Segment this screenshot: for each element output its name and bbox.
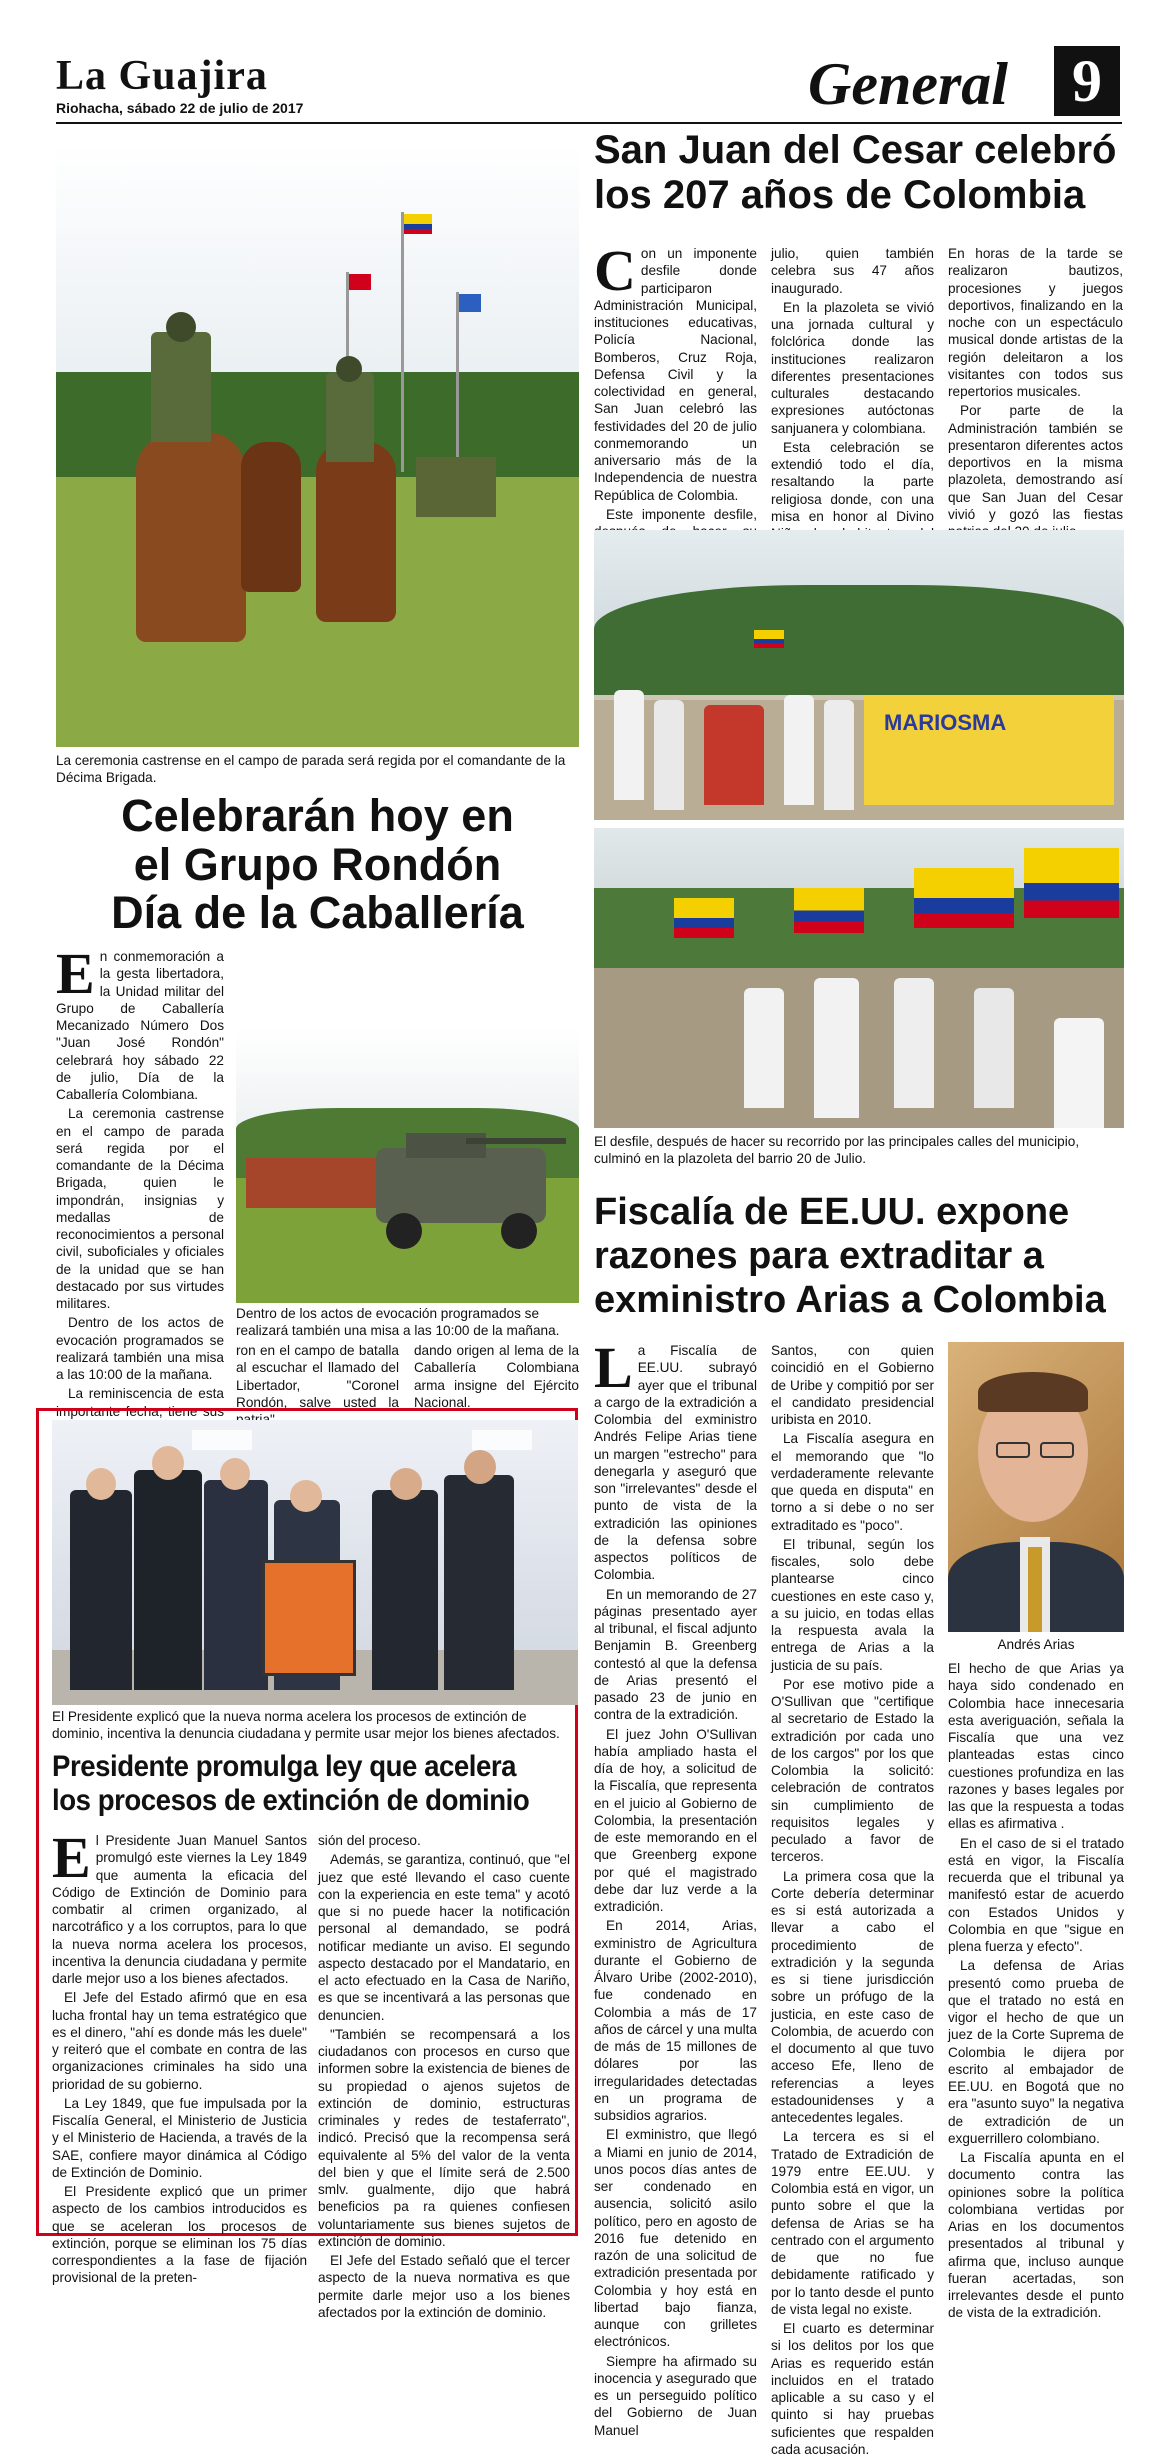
caballeria-paragraph: ron en el campo de batalla al escuchar el llamado del Libertador, "Coronel Rondón, salve usted la <box>236 1343 399 1410</box>
caballeria-dropcap: E <box>56 941 95 1006</box>
header-rule <box>56 122 1122 124</box>
andres-arias-portrait <box>948 1342 1124 1632</box>
caballeria-paragraph: La ceremonia castrense en el campo de parada será regida por el comandante de la Décima Brigada, quien le impondrán, insignias y medallas de reconocimientos a personal civil, suboficiales y oficiales de la unidad que se han destacado por sus virtudes militares. <box>56 1106 224 1311</box>
issue-date: Riohacha, sábado 22 de julio de 2017 <box>56 100 304 116</box>
extincion-headline-line-1: Presidente promulga ley que acelera <box>52 1750 517 1783</box>
extincion-paragraph: "También se recompensará a los ciudadanos con procesos en curso que informen sobre la existencia de bienes de su propiedad o ajenos sujetos de extinción de dominio, estructuras criminales y redes de testaferrato", indicó. Precisó que la recompensa será equivalente al 5% del valor de la venta del bien y que el límite será de 2.500 smlv. gualmente, dijo que habrá beneficios pa ra quienes confiesen voluntariamente sus bienes sujetos de extinción de dominio. <box>318 2026 570 2249</box>
extincion-paragraph: La Ley 1849, que fue impulsada por la Fiscalía General, el Ministerio de Justicia y el Ministerio de Hacienda, a través de la SAE, confiere mayor dinámica al Código de Extinción de Dominio. <box>52 2095 307 2180</box>
caballeria-paragraph: Dentro de los actos de evocación programados se realizará también una misa a las 10:00 de la mañana. <box>56 1315 224 1382</box>
arias-headline-line-1: Fiscalía de EE.UU. expone <box>594 1191 1070 1233</box>
president-photo-caption: El Presidente explicó que la nueva norma acelera los procesos de extinción de dominio, incentiva la denuncia ciudadana y permite usar mejor los bienes afectados. <box>52 1709 560 1742</box>
arias-paragraph: El hecho de que Arias ya haya sido condenado en Colombia hace innecesaria esta averiguación, señala la Fiscalía que una vez planteadas estas cinco cuestiones profundiza en las razones y bases legales por las que la respuesta a todas ellas es afirmativa . <box>948 1661 1124 1832</box>
extincion-column-2 <box>318 1832 570 2323</box>
flag-parade-caption: El desfile, después de hacer su recorrido por las principales calles del municipio, culminó en la plazoleta del barrio 20 de Julio. <box>594 1134 1080 1167</box>
arias-paragraph: a Fiscalía de EE.UU. subrayó ayer que el tribunal a cargo de la extradición a Colombia del exministro Andrés Felipe Arias tiene un margen "estrecho" para denegarla y aseguró que son "irrelevantes" desde el punto de vista de la extradición las opiniones de la defensa sobre aspectos políticos de Colombia. <box>594 1343 757 1583</box>
portrait-caption: Andrés Arias <box>997 1637 1075 1652</box>
arias-paragraph: El juez John O'Sullivan había ampliado hasta el día de hoy, a solicitud de la Fiscalía, que representa en el juicio al Gobierno de Colombia, la presentación de este memorando en el que Greenberg expone por qué el magistrado debe dar luz verde a la extradición. <box>594 1726 757 1914</box>
arias-dropcap: L <box>594 1335 633 1400</box>
arias-paragraph: El exministro, que llegó a Miami en junio de 2014, unos pocos días antes de ser condenado en ausencia, solicitó asilo político, pero en agosto de 2016 fue detenido en razón de una solicitud de extradición presentada por Colombia y hoy está en libertad bajo fianza, aunque con grilletes electrónicos. <box>594 2127 757 2350</box>
arias-paragraph: Santos, con quien coincidió en el Gobierno de Uribe y compitió por ser el candidato presidencial uribista en 2010. <box>771 1343 934 1427</box>
san-juan-headline <box>594 128 1124 218</box>
arias-paragraph: La Fiscalía asegura en el memorando que "lo verdaderamente relevante que queda en disputa" en torno a si debe o no ser extraditado es "poco". <box>771 1431 934 1533</box>
san-juan-column-2 <box>771 245 934 579</box>
page-number: 9 <box>1054 46 1120 116</box>
arias-paragraph: Siempre ha afirmado su inocencia y asegurado que es un perseguido político del Gobierno de Juan Manuel <box>594 2353 757 2438</box>
arias-paragraph: En un memorando de 27 páginas presentado ayer al tribunal, el fiscal adjunto Benjamin B. Greenberg contestó al que la defensa de Arias presentó el pasado 23 de junio en contra de la extradición. <box>594 1586 757 1723</box>
arias-column-2 <box>771 1342 934 2460</box>
extincion-paragraph: sión del proceso. <box>318 1833 421 1848</box>
extincion-paragraph: Además, se garantiza, continuó, que "el juez que esté llevando el caso cuente con la experiencia en este tema" y acotó que si no puede hacer la notificación personal al demandado, se podrá notificar mediante un aviso. El segundo aspecto destacado por el Mandatario, en el acto efectuado en la Casa de Nariño, es que se incentivará a las personas que denuncien. <box>318 1852 570 2023</box>
arias-paragraph: La defensa de Arias presentó como prueba de que el tratado no está en vigor el hecho de que un juez de la Corte Suprema de Colombia le dijera por escrito al embajador de EE.UU. en Bogotá que no era "asunto suyo" la negativa de extradición de un exguerrillero colombiano. <box>948 1958 1124 2146</box>
tank-photo-caption: Dentro de los actos de evocación programados se realizará también una misa a las 10:00 de la mañana. <box>236 1306 560 1339</box>
extincion-paragraph: El Jefe del Estado señaló que el tercer aspecto de la nueva normativa es que permite darle mejor uso a los bienes afectados por la extinción de dominio. <box>318 2253 570 2320</box>
arias-paragraph: La tercera es si el Tratado de Extradición de 1979 entre EE.UU. y Colombia está en vigor, un punto sobre el que la defensa de Arias se ha centrado con el argumento de que no fue debidamente ratificado y por lo tanto desde el punto de vista legal no existe. <box>771 2129 934 2317</box>
parade-banner-text: MARIOSMA <box>884 710 1007 735</box>
san-juan-headline-line-2: los 207 años de Colombia <box>594 172 1086 217</box>
arias-paragraph: El cuarto es determinar si los delitos por los que Arias es requerido están incluidos en el tratado aplicable a su caso y el quinto si hay pruebas suficientes que respalden cada acusación. <box>771 2321 934 2457</box>
caballeria-paragraph: La reminiscencia de esta importante fecha, tiene sus <box>56 1386 224 1419</box>
arias-column-3 <box>948 1660 1124 2324</box>
president-ceremony-photo <box>52 1420 578 1705</box>
arias-headline-line-3: exministro Arias a Colombia <box>594 1279 1106 1322</box>
caballeria-headline <box>56 792 579 938</box>
extincion-headline <box>52 1750 578 1817</box>
cavalry-parade-photo <box>56 142 579 747</box>
newspaper-brand: La Guajira <box>56 53 268 99</box>
san-juan-paragraph: En horas de la tarde se realizaron bautizos, procesiones y juegos deportivos, finalizando en la noche con un espectáculo musical donde artistas de la región deleitaron a los visitantes con todos sus repertorios musicales. <box>948 246 1123 399</box>
caballeria-paragraph: dando origen al lema de la Caballería Colombiana arma insigne del Ejército Nacional. <box>414 1343 579 1410</box>
arias-paragraph: Por ese motivo pide a O'Sullivan que "certifique al secretario de Estado la extradición por cada uno de los cargos" por los que Colombia la solicitó: celebración de contratos sin cumplimiento de requisitos legales y peculado a favor de terceros. <box>771 1676 934 1865</box>
arias-headline <box>594 1190 1124 1322</box>
extincion-paragraph: El Presidente explicó que un primer aspecto de los cambios introducidos es que se aceleran los procesos de extinción, porque se eliminan los 75 días correspondientes a la fase de fijación provisional de la preten- <box>52 2184 307 2286</box>
san-juan-paragraph: Este imponente desfile, <box>606 506 757 522</box>
san-juan-column-3 <box>948 245 1123 542</box>
arias-paragraph: En el caso de si el tratado está en vigor, la Fiscalía recuerda que el tribunal ya manifestó estar de acuerdo con Estados Unidos y Colombia en que "sigue en plena fuerza y efecto". <box>948 1835 1124 1954</box>
extincion-headline-line-2: los procesos de extinción de dominio <box>52 1783 530 1817</box>
san-juan-paragraph: on un imponente desfile donde participaron Administración Municipal, instituciones educativas, Policía Nacional, Bomberos, Cruz Roja, Defensa Civil y la colectividad en general, San Juan celebró las festividades del 20 de julio conmemorando un aniversario más de la Independencia de nuestra República de Colombia. <box>594 246 757 503</box>
arias-headline-line-2: razones para extraditar a <box>594 1235 1044 1278</box>
caballeria-paragraph: n conmemoración a la gesta libertadora, la Unidad militar del Grupo de Caballería Mecanizado Número Dos "Juan José Rondón" celebrará hoy sábado 22 de julio, Día de la Caballería Colombiana. <box>56 949 224 1102</box>
san-juan-dropcap: C <box>594 238 636 303</box>
extincion-dropcap: E <box>52 1825 91 1890</box>
arias-paragraph: En 2014, Arias, exministro de Agricultura durante el Gobierno de Álvaro Uribe (2002-2010), fue condenado en Colombia a más de 17 años de cárcel y una multa de más de 15 millones de dólares por las irregularidades detectadas en un programa de subsidios agrarios. <box>594 1918 757 2123</box>
extincion-paragraph: El Jefe del Estado afirmó que en esa lucha frontal hay un tema estratégico que es el dinero, "ahí es donde más les duele" y reiteró que el combate en contra de las organizaciones criminales ha sido una prioridad de su gobierno. <box>52 1990 307 2092</box>
cavalry-photo-caption: La ceremonia castrense en el campo de parada será regida por el comandante de la Décima Brigada. <box>56 753 566 786</box>
student-parade-photo <box>594 530 1124 820</box>
san-juan-paragraph: julio, quien también celebra sus 47 años inaugurado. <box>771 246 934 296</box>
arias-column-1 <box>594 1335 757 2441</box>
extincion-paragraph: l Presidente Juan Manuel Santos promulgó este viernes la Ley 1849 que aumenta la eficacia del Código de Extinción de Dominio para combatir al crimen organizado, al narcotráfico y a los corruptos, para lo que la nueva norma acelera los procesos, incentiva la denuncia ciudadana y permite darle mejor uso a los bienes afectados. <box>52 1833 307 1986</box>
tank-ceremony-photo <box>236 1028 579 1303</box>
caballeria-headline-line-3: Día de la Caballería <box>111 887 524 939</box>
section-title: General <box>808 51 1008 117</box>
arias-paragraph: El tribunal, según los fiscales, solo debe plantearse cinco cuestiones en este caso y, a su juicio, en todas ellas la respuesta avala la entrega de Arias a la justicia de su país. <box>771 1536 934 1673</box>
caballeria-headline-line-1: Celebrarán hoy en <box>121 790 514 841</box>
san-juan-paragraph: Por parte de la Administración también se presentaron diferentes actos deportivos en la misma plazoleta, demostrando así que San Juan del Cesar vivió y gozó las fiestas <box>948 403 1123 522</box>
extincion-column-1 <box>52 1825 307 2289</box>
san-juan-paragraph: En la plazoleta se vivió una jornada cultural y folclórica donde las instituciones realizaron diferentes presentaciones culturales destacando expresiones autóctonas sanjuanera y colombiana. <box>771 299 934 436</box>
flag-parade-photo <box>594 828 1124 1128</box>
san-juan-headline-line-1: San Juan del Cesar celebró <box>594 128 1117 172</box>
caballeria-column-3 <box>414 1342 579 1413</box>
san-juan-paragraph: Esta celebración se extendió todo el día, resaltando la parte religiosa donde, con una misa en honor al Divino <box>771 439 934 524</box>
arias-paragraph: La primera cosa que la Corte debería determinar es si está autorizada a llevar a cabo el procedimiento de extradición y la segunda es si tiene jurisdicción sobre un prófugo de la justicia, en este caso de Colombia, de acuerdo con el documento al que tuvo acceso Efe, lleno de referencias a leyes estadounidenses y a antecedentes legales. <box>771 1868 934 2125</box>
arias-paragraph: La Fiscalía apunta en el documento contra las opiniones sobre la política colombiana vertidas por Arias en los documentos presentados al tribunal y afirma que, incluso aunque fueran acertadas, son irrelevantes desde el punto de vista de la extradición. <box>948 2150 1124 2321</box>
caballeria-headline-line-2: el Grupo Rondón <box>133 838 502 890</box>
